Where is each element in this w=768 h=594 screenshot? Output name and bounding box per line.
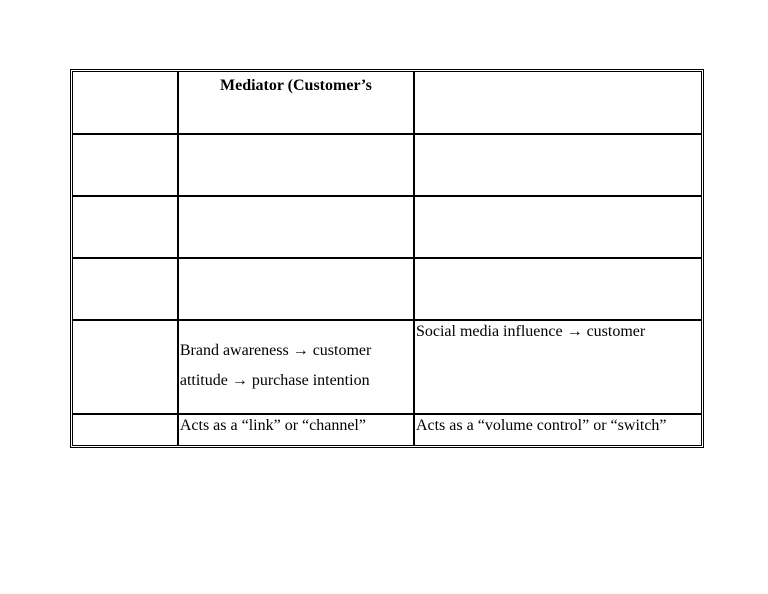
table-cell (72, 320, 178, 414)
mediator-header: Mediator (Customer’s (219, 77, 372, 94)
table-cell (72, 414, 178, 446)
table-row (72, 258, 702, 320)
table-header-cell (178, 71, 414, 134)
table-cell (72, 134, 178, 196)
table-cell (414, 258, 702, 320)
table-row (72, 414, 702, 446)
table-cell (414, 414, 702, 446)
mediator-mechanism-text: Brand awareness → customer attitude → purchase intention (179, 342, 372, 389)
moderator-mechanism-text: Social media influence → customer (415, 323, 646, 340)
table-cell (72, 71, 178, 134)
table-cell (178, 134, 414, 196)
table-cell (414, 196, 702, 258)
table-row (72, 320, 702, 414)
table-cell (178, 320, 414, 414)
table-row (72, 196, 702, 258)
table-cell (414, 134, 702, 196)
mediator-role-text: Acts as a “link” or “channel” (179, 417, 366, 434)
table-row (72, 134, 702, 196)
table-cell (178, 258, 414, 320)
table-cell (178, 196, 414, 258)
comparison-table (70, 69, 704, 448)
table-cell (72, 258, 178, 320)
table-cell (72, 196, 178, 258)
table-cell (178, 414, 414, 446)
moderator-role-text: Acts as a “volume control” or “switch” (415, 417, 667, 434)
table-cell (414, 71, 702, 134)
table-header-row (72, 71, 702, 134)
table-cell (414, 320, 702, 414)
